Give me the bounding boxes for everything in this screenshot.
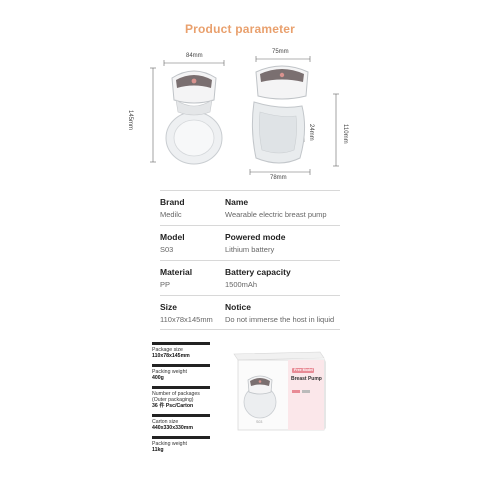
divider xyxy=(152,414,210,417)
box-model: S03 xyxy=(256,420,263,424)
spec-label: Name xyxy=(225,197,249,207)
pack-value: 110x78x145mm xyxy=(152,353,190,359)
pack-label: Number of packages (Outer packaging) xyxy=(152,391,200,403)
front-width-label: 84mm xyxy=(186,53,203,59)
spec-label: Material xyxy=(160,267,193,277)
list-item xyxy=(152,364,222,381)
divider xyxy=(152,364,210,367)
spec-value: 110x78x145mm xyxy=(160,315,213,324)
list-item xyxy=(152,386,222,409)
pack-label: Carton size xyxy=(152,419,179,425)
spec-value: S03 xyxy=(160,245,174,254)
pack-label: Package size xyxy=(152,347,183,353)
packaging-list xyxy=(152,342,222,458)
side-width-label: 75mm xyxy=(272,49,289,55)
box-illustration xyxy=(228,346,328,438)
spec-label: Brand xyxy=(160,197,185,207)
box-tag: Free Model xyxy=(294,368,313,372)
divider xyxy=(152,436,210,439)
spec-label: Battery capacity xyxy=(225,267,291,277)
spec-value: 1500mAh xyxy=(225,280,258,289)
pack-label: Packing weight xyxy=(152,441,187,447)
pack-label: Packing weight xyxy=(152,369,187,375)
side-height-label: 110mm xyxy=(342,124,348,144)
spec-label: Model xyxy=(160,232,185,242)
pump-drawing xyxy=(140,50,350,190)
spec-label: Powered mode xyxy=(225,232,286,242)
spec-value: Medilc xyxy=(160,210,182,219)
page-title: Product parameter xyxy=(184,22,296,36)
product-box xyxy=(228,346,328,438)
spec-label: Size xyxy=(160,302,178,312)
spec-value: Wearable electric breast pump xyxy=(225,210,327,219)
box-product-name: Breast Pump xyxy=(291,376,322,382)
list-item xyxy=(152,414,222,431)
spec-value: Lithium battery xyxy=(225,245,275,254)
dimension-diagram xyxy=(127,49,350,190)
spec-table xyxy=(160,190,340,330)
list-item xyxy=(152,342,222,359)
pack-value: 440x330x330mm xyxy=(152,425,193,431)
list-item xyxy=(152,436,222,453)
divider xyxy=(152,342,210,345)
pack-value: 36 件 Psc/Carton xyxy=(152,403,194,409)
pack-value: 400g xyxy=(152,375,164,381)
spec-row xyxy=(160,225,340,260)
pack-value: 11kg xyxy=(152,447,164,453)
spec-row xyxy=(160,295,340,330)
spec-row xyxy=(160,260,340,295)
spec-row xyxy=(160,190,340,225)
spec-value: PP xyxy=(160,280,171,289)
spec-label: Notice xyxy=(225,302,251,312)
side-depth-label: 78mm xyxy=(270,175,287,181)
front-height-label: 145mm xyxy=(127,110,133,131)
inner-dim-label: 24mm xyxy=(308,124,314,141)
divider xyxy=(152,386,210,389)
spec-value: Do not immerse the host in liquid xyxy=(225,315,335,324)
